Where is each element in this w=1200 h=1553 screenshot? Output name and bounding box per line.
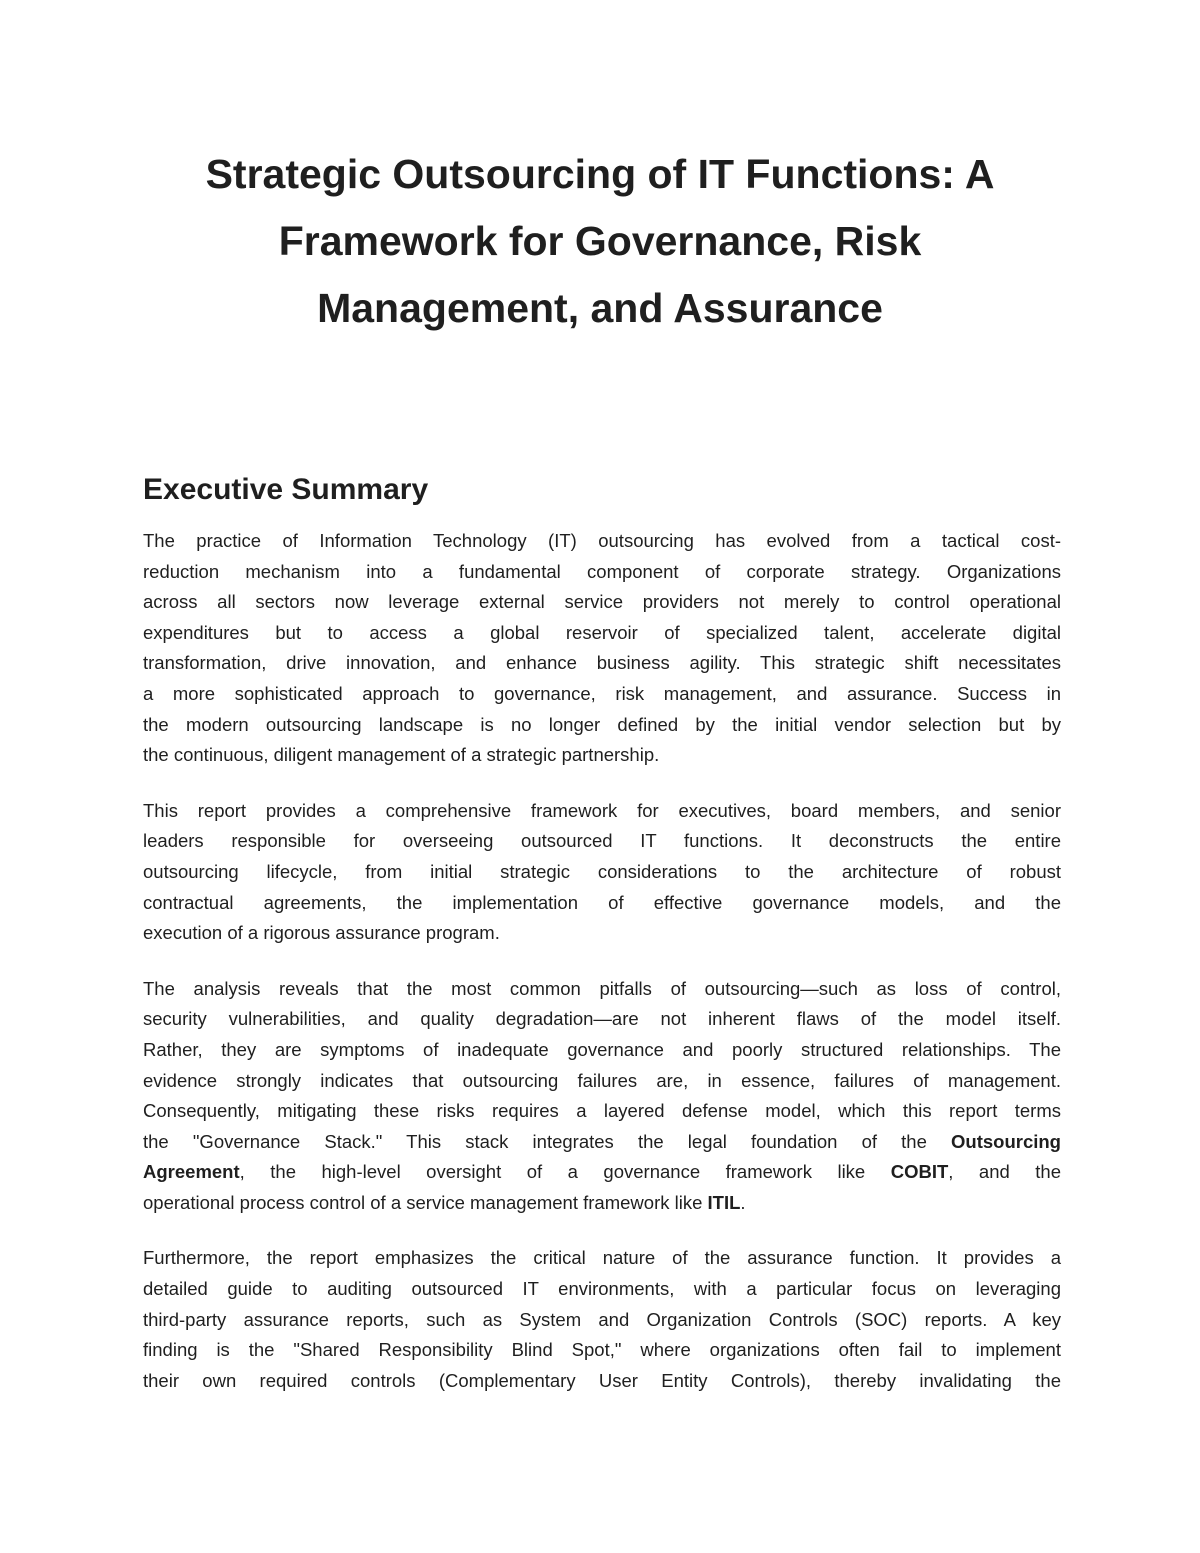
text-segment: outsourcing lifecycle, from initial strategic considerations to the architecture of robust: [143, 860, 1061, 882]
paragraph: [143, 526, 1061, 771]
text-segment: their own required controls (Complementary User Entity Controls), thereby invalidating the: [143, 1369, 1061, 1391]
text-line: [143, 1035, 1061, 1066]
text-line: [143, 1366, 1061, 1397]
text-line: [143, 618, 1061, 649]
bold-term: Outsourcing: [951, 1130, 1061, 1152]
text-segment: The analysis reveals that the most common pitfalls of outsourcing—such as loss of control,: [143, 977, 1061, 999]
text-segment: detailed guide to auditing outsourced IT environments, with a particular focus on leveraging: [143, 1278, 1061, 1300]
text-segment: This report provides a comprehensive framework for executives, board members, and senior: [143, 799, 1061, 821]
text-segment: , the high-level oversight of a governance framework like: [239, 1161, 891, 1183]
text-segment: the modern outsourcing landscape is no longer defined by the initial vendor selection but by: [143, 713, 1061, 735]
text-segment: operational process control of a service management framework like: [143, 1191, 708, 1213]
text-segment: The practice of Information Technology (IT) outsourcing has evolved from a tactical cost-: [143, 530, 1061, 551]
text-segment: Consequently, mitigating these risks requires a layered defense model, which this report terms: [143, 1100, 1061, 1122]
text-segment: reduction mechanism into a fundamental component of corporate strategy. Organizations: [143, 560, 1061, 582]
bold-term: COBIT: [890, 1161, 949, 1183]
title-line: Framework for Governance, Risk: [278, 218, 922, 264]
text-line: [143, 1305, 1061, 1336]
text-segment: a more sophisticated approach to governance, risk management, and assurance. Success in: [143, 682, 1061, 704]
text-segment: Rather, they are symptoms of inadequate governance and poorly structured relationships. The: [143, 1038, 1061, 1060]
text-line: [143, 710, 1061, 741]
text-line: [143, 1157, 1061, 1188]
text-line: [143, 918, 1061, 949]
text-line: [143, 679, 1061, 710]
document-title: [100, 141, 1100, 342]
text-segment: the "Governance Stack." This stack integrates the legal foundation of the: [143, 1130, 952, 1152]
text-segment: finding is the "Shared Responsibility Blind Spot," where organizations often fail to implement: [143, 1339, 1061, 1361]
text-line: [143, 796, 1061, 827]
text-segment: evidence strongly indicates that outsourcing failures are, in essence, failures of management.: [143, 1069, 1061, 1091]
text-segment: contractual agreements, the implementation of effective governance models, and the: [143, 891, 1061, 913]
text-segment: third-party assurance reports, such as System and Organization Controls (SOC) reports. A key: [143, 1308, 1061, 1330]
text-line: [143, 1066, 1061, 1097]
text-segment: expenditures but to access a global reservoir of specialized talent, accelerate digital: [143, 621, 1061, 643]
title-line: Management, and Assurance: [317, 285, 883, 331]
executive-summary-body: [143, 526, 1061, 1421]
text-line: [143, 587, 1061, 618]
text-line: [143, 857, 1061, 888]
text-line: [143, 1127, 1061, 1158]
paragraph: [143, 1243, 1061, 1396]
text-segment: transformation, drive innovation, and enhance business agility. This strategic shift necessitates: [143, 652, 1061, 674]
text-line: [143, 1096, 1061, 1127]
text-line: [143, 826, 1061, 857]
text-line: [143, 888, 1061, 919]
section-heading-executive-summary: Executive Summary: [143, 473, 429, 506]
text-line: [143, 648, 1061, 679]
text-segment: across all sectors now leverage external service providers not merely to control operational: [143, 591, 1061, 613]
text-line: [143, 740, 1061, 771]
bold-term: ITIL: [707, 1191, 741, 1213]
paragraph: [143, 974, 1061, 1219]
text-line: [143, 974, 1061, 1005]
text-segment: , and the: [948, 1161, 1061, 1183]
text-segment: .: [740, 1191, 746, 1213]
text-segment: Furthermore, the report emphasizes the critical nature of the assurance function. It provides a: [143, 1247, 1061, 1269]
paragraph: [143, 796, 1061, 949]
text-line: [143, 1274, 1061, 1305]
title-line: Strategic Outsourcing of IT Functions: A: [205, 151, 995, 197]
text-line: [143, 557, 1061, 588]
bold-term: Agreement: [143, 1161, 240, 1183]
text-line: [143, 1335, 1061, 1366]
text-line: [143, 1004, 1061, 1035]
text-line: [143, 1188, 1061, 1219]
text-line: [143, 526, 1061, 557]
text-segment: security vulnerabilities, and quality degradation—are not inherent flaws of the model itself.: [143, 1008, 1061, 1030]
text-line: [143, 1243, 1061, 1274]
text-segment: the continuous, diligent management of a strategic partnership.: [143, 744, 660, 766]
text-segment: execution of a rigorous assurance program.: [143, 922, 500, 944]
text-segment: leaders responsible for overseeing outsourced IT functions. It deconstructs the entire: [143, 830, 1061, 852]
